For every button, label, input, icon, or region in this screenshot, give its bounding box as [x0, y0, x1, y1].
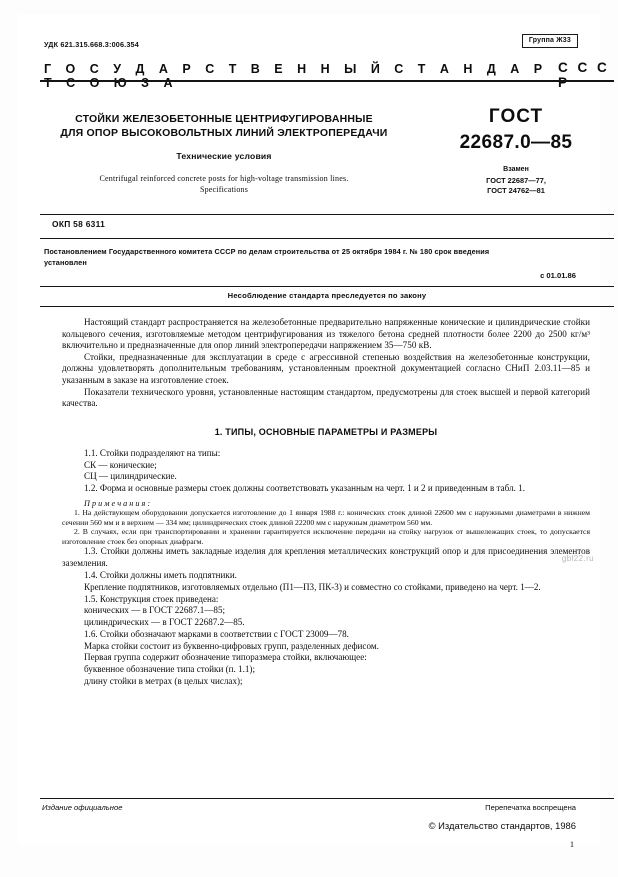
country-label: С С С Р: [557, 60, 610, 90]
decree-block: [44, 246, 610, 268]
replaces-list: [426, 176, 606, 196]
clause-1-6-b: Первая группа содержит обозначение типоразмера стойки, включающее:: [84, 652, 367, 663]
divider-4: [40, 286, 614, 287]
title-line-1: СТОЙКИ ЖЕЛЕЗОБЕТОННЫЕ ЦЕНТРИФУГИРОВАННЫЕ: [75, 113, 373, 125]
title-en: [54, 173, 394, 195]
law-notice: Несоблюдение стандарта преследуется по закону: [227, 291, 427, 300]
clause-1-6-d: длину стойки в метрах (в целых числах);: [84, 676, 243, 687]
title-left: [54, 112, 394, 195]
udk-code: УДК 621.315.668.3:006.354: [44, 40, 139, 49]
replaces-item-1: ГОСТ 22687—77,: [486, 176, 546, 185]
clause-1-6-a: Марка стойки состоит из буквенно-цифровых групп, разделенных дефисом.: [84, 640, 379, 651]
decree-line-2: установлен: [44, 258, 87, 267]
title-line-2: ДЛЯ ОПОР ВЫСОКОВОЛЬТНЫХ ЛИНИЙ ЭЛЕКТРОПЕРЕДАЧИ: [60, 127, 388, 139]
clause-1-1-sk: СК — конические;: [84, 459, 157, 470]
clause-1-1: 1.1. Стойки подразделяют на типы:: [84, 447, 221, 458]
gost-number: 22687.0—85: [459, 132, 573, 153]
intro-paragraph-3: Показатели технического уровня, установленные настоящим стандартом, предусмотрены для стоек высшей и первой категорий качества.: [62, 386, 590, 409]
clause-1-3: 1.3. Стойки должны иметь закладные изделия для крепления металлических конструкций опор и для присоединения элементов заземления.: [62, 546, 590, 569]
title-spec-ru: Технические условия: [176, 151, 272, 161]
document-body: [62, 317, 590, 688]
title-en-line-1: Centrifugal reinforced concrete posts for high-voltage transmission lines.: [99, 174, 349, 183]
intro-paragraph-2: Стойки, предназначенные для эксплуатации в среде с агрессивной степенью воздействия на железобетонные конструкции, должны удовлетворять дополнительным требованиям, установленным проектной документацией согласно СНиП 2.03.11—85 и указанным в заказе на изготовление стоек.: [62, 351, 590, 385]
note-2: 2. В случаях, если при транспортировании и хранении гарантируется исключение передачи на стойку нагрузок от вышележащих стоек, то допускается изготовление стоек без опорных диафрагм.: [62, 527, 590, 546]
clause-1-5: 1.5. Конструкция стоек приведена:: [84, 593, 219, 604]
title-block: [42, 92, 616, 208]
clause-1-4-text: Крепление подпятников, изготовляемых отдельно (П1—П3, ПК-3) и совместно со стойками, приведено на черт. 1—2.: [84, 581, 541, 592]
divider-bottom: [40, 798, 614, 799]
clause-1-5-cylindrical: цилиндрических — в ГОСТ 22687.2—85.: [84, 617, 245, 628]
divider-2: [40, 214, 614, 215]
decree-line-1: Постановлением Государственного комитета СССР по делам строительства от 25 октября 1984 г. № 180 срок введения: [44, 247, 490, 256]
intro-paragraph-1: Настоящий стандарт распространяется на железобетонные предварительно напряженные конические и цилиндрические стойки кольцевого сечения, изготовляемые методом центрифугирования из тяжелого бетона средней плотности более 2200 до 2500 кг/м³ включительно и предназначенные для опор линий электропередачи напряжением 35—750 кВ.: [62, 317, 590, 351]
standard-banner: [44, 60, 614, 90]
title-en-line-2: Specifications: [199, 185, 249, 194]
replaces-item-2: ГОСТ 24762—81: [487, 186, 545, 195]
document-sheet: [18, 14, 610, 849]
divider-top: [40, 80, 614, 82]
title-right: [426, 106, 606, 196]
standard-banner-text: Г О С У Д А Р С Т В Е Н Н Ы Й С Т А Н Д А Р Т С О Ю З А: [44, 62, 548, 90]
divider-3: [40, 238, 614, 239]
gost-word: ГОСТ: [488, 106, 544, 127]
page-number: 1: [569, 840, 574, 849]
divider-5: [40, 306, 614, 307]
clause-1-5-conical: конических — в ГОСТ 22687.1—85;: [84, 605, 226, 616]
watermark: gbl22.ru: [561, 554, 594, 563]
okp-code: ОКП 58 6311: [52, 219, 106, 229]
footer-publisher: © Издательство стандартов, 1986: [428, 820, 576, 831]
footer-reprint: Перепечатка воспрещена: [485, 803, 576, 812]
replaces-label: Взамен: [503, 166, 529, 173]
note-1: 1. На действующем оборудовании допускается изготовление до 1 января 1988 г.: конических стоек длиной 22600 мм с наружными диаметрами в нижнем сечении 560 мм и в верхнем — 334 мм; цилиндрических стоек длиной 22200 мм с наружным диаметром 560 мм.: [62, 507, 590, 527]
section-heading-1: 1. ТИПЫ, ОСНОВНЫЕ ПАРАМЕТРЫ И РАЗМЕРЫ: [214, 426, 438, 437]
clause-1-6: 1.6. Стойки обозначают марками в соответствии с ГОСТ 23009—78.: [84, 628, 349, 639]
clause-1-4: 1.4. Стойки должны иметь подпятники.: [84, 569, 237, 580]
clause-1-2: 1.2. Форма и основные размеры стоек должны соответствовать указанным на черт. 1 и 2 и приведенным в табл. 1.: [84, 483, 525, 494]
effective-date: с 01.01.86: [540, 271, 576, 280]
group-label: Группа Ж33: [522, 34, 578, 48]
footer-edition: Издание официальное: [42, 803, 123, 812]
notes-heading: П р и м е ч а н и я :: [84, 498, 151, 508]
clause-1-6-c: буквенное обозначение типа стойки (п. 1.1);: [84, 664, 255, 675]
clause-1-1-sc: СЦ — цилиндрические.: [84, 471, 177, 482]
